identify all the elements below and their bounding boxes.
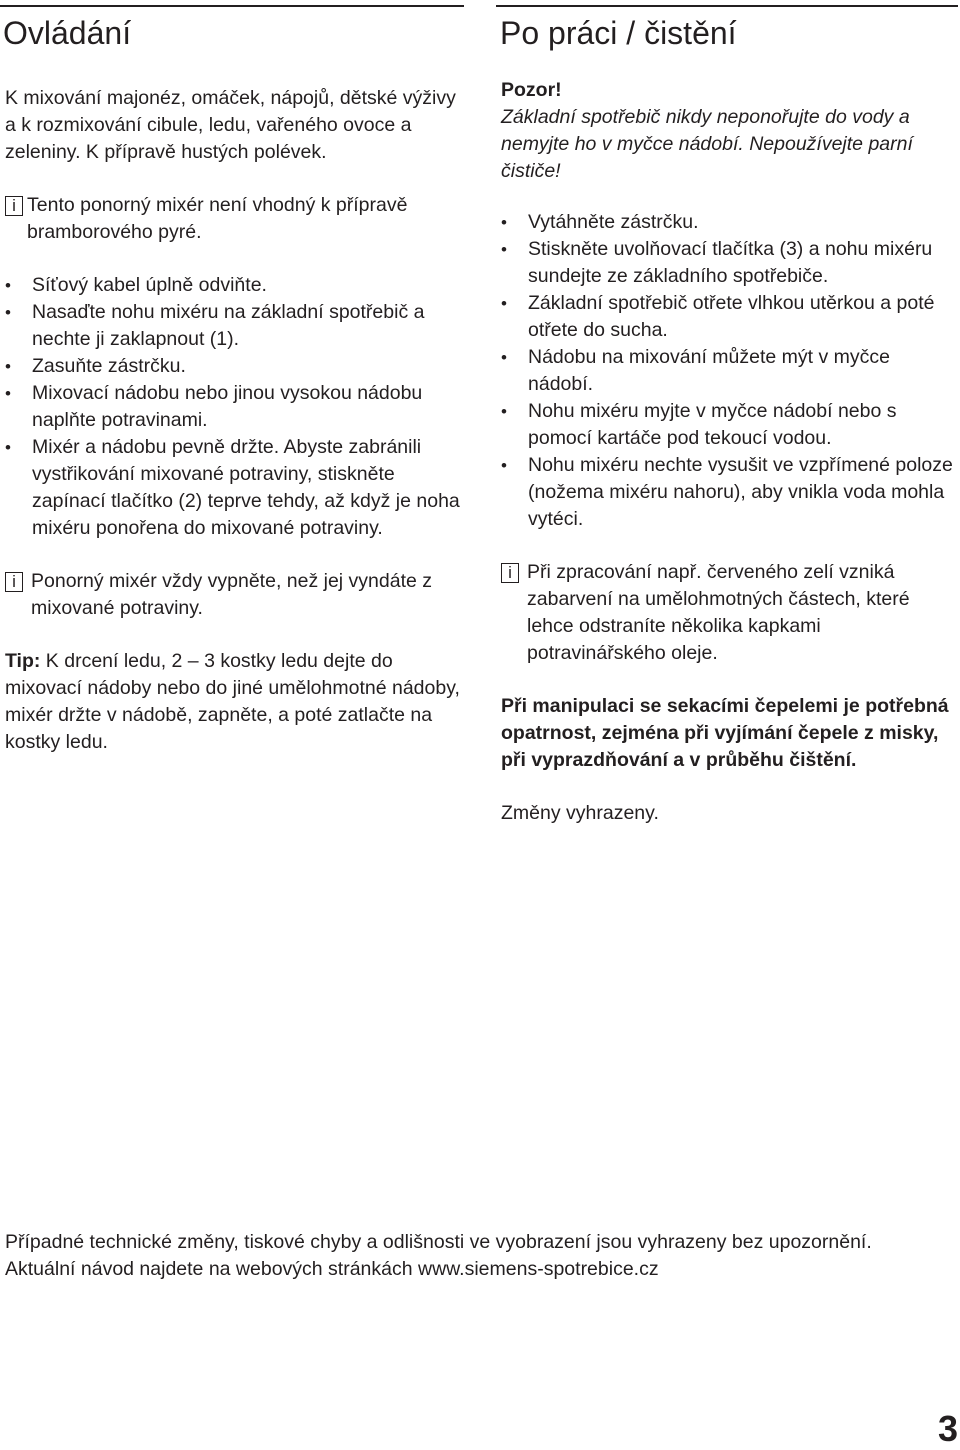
page-number: 3 — [937, 1408, 958, 1449]
section-title-cleaning: Po práci / čistění — [500, 15, 737, 51]
warning-text: Základní spotřebič nikdy neponořujte do vody a nemyjte ho v myčce nádobí. Nepoužívejte parní čističe! — [501, 106, 913, 182]
section-title-operation: Ovládání — [3, 15, 132, 51]
right-body — [496, 77, 958, 827]
info-icon: i — [5, 196, 23, 216]
left-body — [0, 85, 464, 756]
list-item: • Zasuňte zástrčku. — [5, 353, 464, 380]
info-note — [5, 192, 464, 246]
operation-steps — [5, 272, 464, 542]
info-note-text: Ponorný mixér vždy vypněte, než jej vyndáte z mixované potraviny. — [31, 570, 433, 619]
info-note — [5, 568, 464, 622]
list-item: • Síťový kabel úplně odviňte. — [5, 272, 464, 299]
blade-safety-note: Při manipulaci se sekacími čepelemi je potřebná opatrnost, zejména při vyjímání čepele z misky, při vyprazdňování a v průběhu čištění. — [501, 695, 949, 771]
left-column — [0, 0, 464, 756]
changes-reserved: Změny vyhrazeny. — [501, 802, 659, 824]
list-item: • Nohu mixéru myjte v myčce nádobí nebo s pomocí kartáče pod tekoucí vodou. — [501, 398, 958, 452]
list-item: • Nádobu na mixování můžete mýt v myčce nádobí. — [501, 344, 958, 398]
list-item: • Nasaďte nohu mixéru na základní spotřebič a nechte ji zaklapnout (1). — [5, 299, 464, 353]
tip-text: K drcení ledu, 2 – 3 kostky ledu dejte do mixovací nádoby nebo do jiné umělohmotné nádoby, mixér držte v nádobě, zapněte, a poté zatlačte na kostky ledu. — [5, 650, 460, 753]
list-item: • Vytáhněte zástrčku. — [501, 209, 958, 236]
list-item: • Stiskněte uvolňovací tlačítka (3) a nohu mixéru sundejte ze základního spotřebiče. — [501, 236, 958, 290]
right-column — [496, 0, 958, 827]
list-item: • Základní spotřebič otřete vlhkou utěrkou a poté otřete do sucha. — [501, 290, 958, 344]
info-icon: i — [501, 563, 519, 583]
warning-title: Pozor! — [501, 79, 562, 101]
tip-label: Tip: — [5, 650, 41, 672]
cleaning-steps — [501, 209, 958, 533]
info-icon: i — [5, 572, 23, 592]
list-item: • Nohu mixéru nechte vysušit ve vzpřímené poloze (nožema mixéru nahoru), aby vnikla voda mohla vytéci. — [501, 452, 958, 533]
tip-paragraph — [5, 648, 464, 756]
info-note-text: Tento ponorný mixér není vhodný k přípravě bramborového pyré. — [27, 194, 408, 243]
intro-paragraph: K mixování majonéz, omáček, nápojů, dětské výživy a k rozmixování cibule, ledu, vařeného ovoce a zeleniny. K přípravě hustých polévek. — [5, 87, 456, 163]
footer-note: Případné technické změny, tiskové chyby a odlišnosti ve vyobrazení jsou vyhrazeny bez upozornění. Aktuální návod najdete na webových stránkách www.siemens-spotrebice.cz — [5, 1231, 872, 1280]
info-note-text: Při zpracování např. červeného zelí vzniká zabarvení na umělohmotných částech, které lehce odstraníte několika kapkami potravinářského oleje. — [527, 561, 910, 664]
info-note — [501, 559, 958, 667]
list-item: • Mixér a nádobu pevně držte. Abyste zabránili vystřikování mixované potraviny, stiskněte zapínací tlačítko (2) teprve tehdy, až když je noha mixéru ponořena do mixované potraviny. — [5, 434, 464, 542]
list-item: • Mixovací nádobu nebo jinou vysokou nádobu naplňte potravinami. — [5, 380, 464, 434]
